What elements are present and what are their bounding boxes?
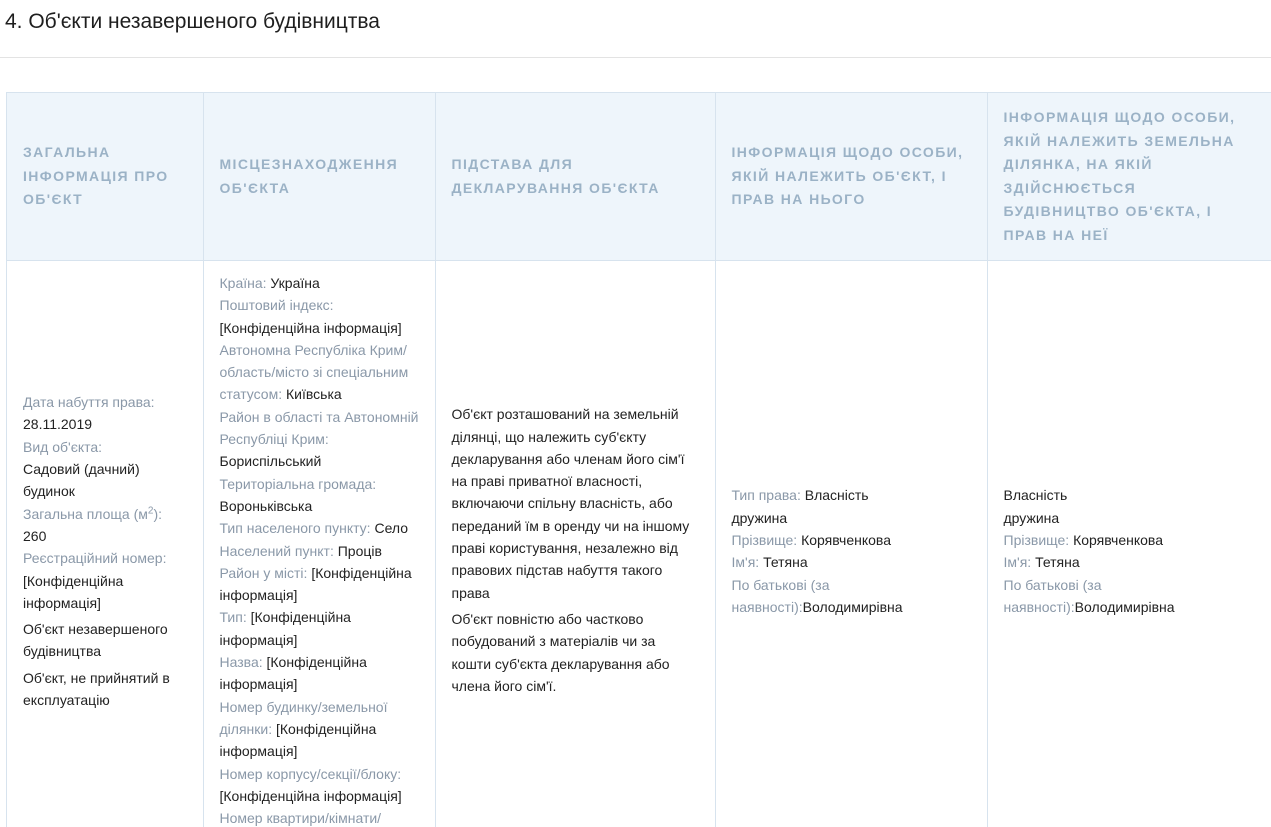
land-owner-right: Власність [1004, 484, 1256, 506]
cell-general-info [7, 261, 203, 827]
owner-right: Тип права: Власність [732, 484, 971, 506]
land-owner-surname: Прізвище: Корявченкова [1004, 529, 1256, 551]
location-field-street-name: Назва: [Конфіденційна інформація] [220, 651, 419, 696]
land-owner-name: Ім'я: Тетяна [1004, 551, 1256, 573]
title-divider [0, 57, 1271, 58]
unfinished-objects-table-wrap [6, 92, 1271, 827]
reg-label: Реєстраційний номер: [23, 547, 187, 569]
location-field-settlement-type: Тип населеного пункту: Село [220, 517, 419, 539]
date-label: Дата набуття права: [23, 391, 187, 413]
owner-patronymic: По батькові (за наявності):Володимирівна [732, 574, 971, 619]
date-value: 28.11.2019 [23, 413, 187, 435]
type-label: Вид об'єкта: [23, 436, 187, 458]
location-field-region: Автономна Республіка Крим/ область/місто зі спеціальним статусом: Київська [220, 339, 419, 406]
header-land-owner-info: ІНФОРМАЦІЯ ЩОДО ОСОБИ, ЯКІЙ НАЛЕЖИТЬ ЗЕМЕЛЬНА ДІЛЯНКА, НА ЯКІЙ ЗДІЙСНЮЄТЬСЯ БУДІВНИЦТВО ОБ'ЄКТА, І ПРАВ НА НЕЇ [987, 93, 1271, 261]
owner-name: Ім'я: Тетяна [732, 551, 971, 573]
area-label: Загальна площа $(м^2)$: [23, 506, 162, 522]
land-owner-patronymic: По батькові (за наявності):Володимирівна [1004, 574, 1256, 619]
land-owner-relation: дружина [1004, 507, 1256, 529]
owner-relation: дружина [732, 507, 971, 529]
owner-surname: Прізвище: Корявченкова [732, 529, 971, 551]
reg-value: [Конфіденційна інформація] [23, 570, 187, 615]
location-field-district: Район в області та Автономній Республіці Крим: Бориспільський [220, 406, 419, 473]
header-owner-info: ІНФОРМАЦІЯ ЩОДО ОСОБИ, ЯКІЙ НАЛЕЖИТЬ ОБ'ЄКТ, І ПРАВ НА НЬОГО [715, 93, 987, 261]
type-value: Садовий (дачний) будинок [23, 458, 187, 503]
location-field-country: Країна: Україна [220, 272, 419, 294]
location-field-postcode: Поштовий індекс: [Конфіденційна інформація] [220, 294, 419, 339]
area-field [23, 503, 187, 548]
cell-location [203, 261, 435, 827]
status-unfinished: Об'єкт незавершеного будівництва [23, 618, 187, 663]
area-value: 260 [23, 528, 46, 544]
header-location: МІСЦЕЗНАХОДЖЕННЯ ОБ'ЄКТА [203, 93, 435, 261]
location-field-city-district: Район у місті: [Конфіденційна інформація] [220, 562, 419, 607]
table-row [7, 261, 1271, 827]
page-title: 4. Об'єкти незавершеного будівництва [5, 9, 380, 35]
table-header-row [7, 93, 1271, 261]
header-basis: ПІДСТАВА ДЛЯ ДЕКЛАРУВАННЯ ОБ'ЄКТА [435, 93, 715, 261]
basis-text-land: Об'єкт розташований на земельній ділянці, що належить суб'єкту декларування або членам його сім'ї на праві приватної власності, включаючи спільну власність, або переданий їм в оренду чи на іншому праві користування, незалежно від правових підстав набуття такого права [452, 403, 699, 604]
location-field-block-number: Номер корпусу/секції/блоку: [Конфіденційна інформація] [220, 763, 419, 808]
cell-owner-info [715, 261, 987, 827]
cell-land-owner-info [987, 261, 1271, 827]
cell-basis [435, 261, 715, 827]
location-field-street-type: Тип: [Конфіденційна інформація] [220, 606, 419, 651]
location-field-settlement: Населений пункт: Проців [220, 540, 419, 562]
location-field-building-number: Номер будинку/земельної ділянки: [Конфіденційна інформація] [220, 696, 419, 763]
unfinished-objects-table [7, 93, 1271, 827]
header-general-info: ЗАГАЛЬНА ІНФОРМАЦІЯ ПРО ОБ'ЄКТ [7, 93, 203, 261]
location-field-apartment-number: Номер квартири/кімнати/ [220, 807, 419, 827]
status-not-commissioned: Об'єкт, не прийнятий в експлуатацію [23, 667, 187, 712]
basis-text-materials: Об'єкт повністю або частково побудований з матеріалів чи за кошти суб'єкта декларування або члена його сім'ї. [452, 608, 699, 697]
location-field-community: Територіальна громада: Вороньківська [220, 473, 419, 518]
